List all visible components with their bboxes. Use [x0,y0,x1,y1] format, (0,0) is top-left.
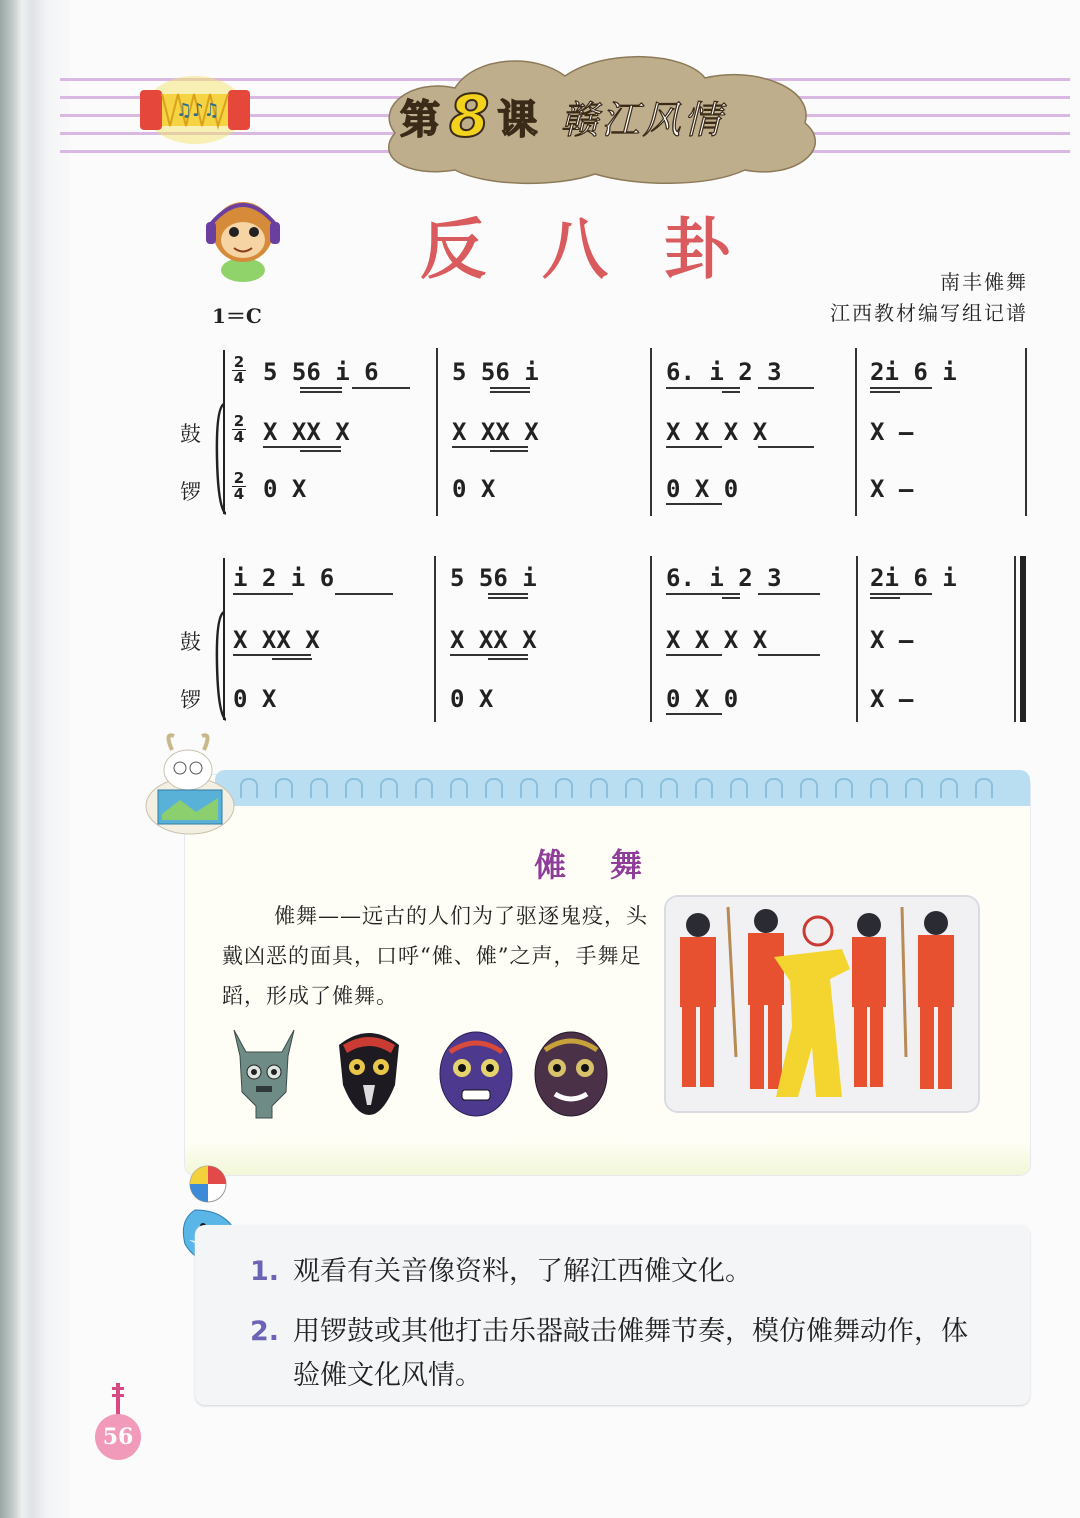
beam [758,387,814,389]
drum-measure: X – [870,418,914,446]
beam [272,658,312,660]
beam [233,654,311,656]
beach-ball-icon [188,1164,228,1204]
beam [335,593,393,595]
melody-measure: 6. i 2 3 [666,358,782,386]
gong-measure: 0 X [233,685,277,713]
beam [490,387,530,389]
binding-ring [345,778,363,798]
binding-ring [870,778,888,798]
beam [870,391,900,393]
accordion-icon [132,72,258,148]
activity-item [250,1310,990,1398]
lesson-number: 8 [449,82,490,150]
drum-measure: X X X X [666,418,768,446]
binding-ring [905,778,923,798]
final-barline [1014,556,1016,722]
beam [263,446,341,448]
gong-measure: X – [870,685,914,713]
activity-number: 2. [250,1316,280,1347]
binding-ring [975,778,993,798]
drum-measure: X XX X [450,626,537,654]
beam [666,593,740,595]
beam [352,387,410,389]
instrument-label-gong: 锣 [180,688,201,712]
gong-measure: 0 X [450,685,494,713]
key-signature: 1＝C [212,304,262,328]
gong-measure: 0 X [263,475,307,503]
binding-ring [520,778,538,798]
beam [722,391,740,393]
gong-measure: 0 X [452,475,496,503]
brown-mask-icon [531,1028,611,1118]
binding-ring [415,778,433,798]
bronze-mask-icon [228,1022,300,1120]
lesson-prefix: 第 [400,96,441,143]
activity-text: 观看有关音像资料，了解江西傩文化。 [293,1256,753,1287]
binding-ring [555,778,573,798]
binding-ring [940,778,958,798]
gong-measure: 0 X 0 [666,475,739,503]
binding-ring [765,778,783,798]
gong-measure: X – [870,475,914,503]
binding-ring [695,778,713,798]
barline [1025,348,1027,516]
time-signature: 2 4 [233,469,245,503]
lesson-suffix: 课 [497,96,539,143]
svg-text:♫♪♫: ♫♪♫ [176,100,220,121]
song-source: 南丰傩舞 [940,270,1028,294]
binding-ring [835,778,853,798]
drum-measure: X X X X [666,626,768,654]
binding-ring [800,778,818,798]
binding-ring [730,778,748,798]
beam [666,713,722,715]
info-heading: 傩舞 [533,846,686,884]
binding-ring [240,778,258,798]
melody-measure: i 2 i 6 [233,564,335,592]
beam [758,446,814,448]
guitar-tuning-peg-icon [112,1383,124,1415]
song-title: 反八卦 [420,211,786,288]
melody-measure: 5 56 i [450,564,537,592]
black-mask-icon [333,1025,405,1117]
page-number: 56 [95,1414,141,1460]
beam [666,654,722,656]
nuo-dance-photo [666,897,978,1111]
binding-ring [275,778,293,798]
beam [870,597,900,599]
barline [856,556,858,722]
activity-item [250,1250,990,1294]
barline [650,348,652,516]
beam [758,654,820,656]
barline [650,556,652,722]
beam [452,446,528,448]
beam [488,658,528,660]
lesson-name: 赣江风情 [560,97,725,142]
sheep-reading-icon [140,728,240,840]
drum-measure: X XX X [452,418,539,446]
binding-ring [485,778,503,798]
activity-number: 1. [250,1256,280,1287]
system-brace [214,556,226,722]
melody-measure: 5 56 i [452,358,539,386]
beam [722,597,740,599]
melody-measure: 2i 6 i [870,564,957,592]
binding-ring [380,778,398,798]
drum-measure: X XX X [263,418,350,446]
barline [434,556,436,722]
system-brace [214,348,226,516]
beam [300,387,342,389]
time-signature: 2 4 [233,412,245,446]
binding-ring [660,778,678,798]
beam [490,450,528,452]
barline [855,348,857,516]
beam [666,503,722,505]
lesson-title [400,82,820,150]
beam [300,450,341,452]
beam [758,593,820,595]
monkey-mascot-icon [200,192,286,284]
melody-measure: 5 56 i 6 [263,358,379,386]
beam [490,391,530,393]
instrument-label-drum: 鼓 [180,422,201,446]
binding-ring [310,778,328,798]
beam [870,387,932,389]
beam [450,654,528,656]
barline [436,348,438,516]
beam [666,446,722,448]
gong-measure: 0 X 0 [666,685,739,713]
beam [870,593,932,595]
book-binding-edge [0,0,70,1518]
activity-text: 用锣鼓或其他打击乐器敲击傩舞节奏，模仿傩舞动作，体验傩文化风情。 [293,1316,969,1391]
melody-measure: 6. i 2 3 [666,564,782,592]
beam [488,597,528,599]
beam [666,387,740,389]
drum-measure: X XX X [233,626,320,654]
binding-ring [625,778,643,798]
info-paragraph: 傩舞——远古的人们为了驱逐鬼疫，头戴凶恶的面具，口呼“傩、傩”之声，手舞足蹈，形成了傩舞。 [222,904,648,1008]
song-transcriber: 江西教材编写组记谱 [830,301,1028,325]
info-card-footer [185,1140,1030,1175]
beam [300,391,342,393]
instrument-label-gong: 锣 [180,480,201,504]
instrument-label-drum: 鼓 [180,630,201,654]
melody-measure: 2i 6 i [870,358,957,386]
drum-measure: X – [870,626,914,654]
final-barline-thick [1020,556,1026,722]
binding-ring [450,778,468,798]
blue-mask-icon [436,1028,516,1118]
time-signature: 2 4 [233,353,245,387]
binding-ring [590,778,608,798]
beam [233,593,293,595]
beam [488,593,528,595]
